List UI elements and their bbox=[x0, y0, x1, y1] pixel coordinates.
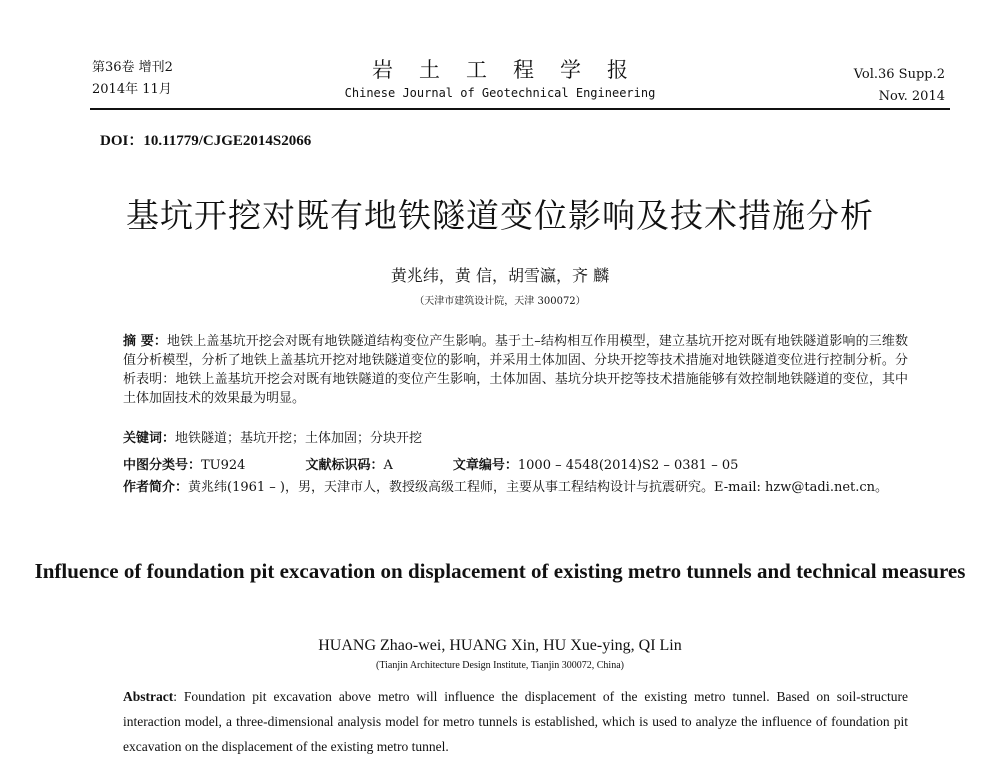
date-cn: 2014年 11月 bbox=[92, 82, 172, 97]
author-bio bbox=[123, 477, 908, 499]
abstract-cn-text: 地铁上盖基坑开挖会对既有地铁隧道结构变位产生影响。基于土–结构相互作用模型，建立基坑开挖对既有地铁隧道影响的三维数值分析模型，分析了地铁上盖基坑开挖对地铁隧道变位的影响，并采用土体加固、分块开挖等技术措施对地铁隧道变位进行控制分析。分析表明：地铁上盖基坑开挖会对既有地铁隧道的变位产生影响，土体加固、基坑分块开挖等技术措施能够有效控制地铁隧道的变位，其中土体加固技术的效果最为明显。 bbox=[123, 334, 908, 406]
affiliation-cn: （天津市建筑设计院，天津 300072） bbox=[414, 296, 586, 307]
clc-value: TU924 bbox=[201, 458, 246, 473]
abstract-en-text: : Foundation pit excavation above metro will influence the displacement of the existing metro tunnel. Based on soil-structure interaction model, a three-dimensional analysis model for metro tunnels is established, which is used to analyze the influence of foundation pit excavation on the displacement of the existing metro tunnel. bbox=[123, 689, 908, 754]
classification-line bbox=[123, 454, 738, 473]
abstract-cn bbox=[123, 332, 908, 408]
header-right bbox=[854, 64, 945, 108]
authors-cn: 黄兆纬，黄 信，胡雪瀛，齐 麟 bbox=[390, 266, 610, 285]
doc-code-label: 文献标识码： bbox=[305, 458, 384, 473]
volume-en: Vol.36 Supp.2 bbox=[853, 67, 945, 82]
article-number-value: 1000 – 4548(2014)S2 – 0381 – 05 bbox=[517, 458, 739, 473]
abstract-en-label: Abstract bbox=[123, 689, 174, 704]
abstract-en bbox=[123, 684, 908, 759]
page-title-cn: 基坑开挖对既有地铁隧道变位影响及技术措施分析 bbox=[126, 196, 874, 235]
keywords-label: 关键词： bbox=[123, 431, 176, 446]
abstract-cn-label: 摘 要： bbox=[123, 334, 167, 349]
page-title-en: Influence of foundation pit excavation on displacement of existing metro tunnels and technical measures bbox=[34, 559, 966, 583]
bio-label: 作者简介： bbox=[123, 480, 189, 495]
doc-code-value: A bbox=[383, 458, 393, 473]
keywords-cn bbox=[123, 427, 422, 446]
bio-text: 黄兆纬(1961 – )，男，天津市人，教授级高级工程师，主要从事工程结构设计与抗震研究。E-mail: hzw@tadi.net.cn。 bbox=[188, 480, 889, 495]
journal-title-cn: 岩土工程学报 bbox=[372, 58, 654, 82]
keywords-text: 地铁隧道；基坑开挖；土体加固；分块开挖 bbox=[175, 431, 423, 446]
date-en: Nov. 2014 bbox=[878, 89, 945, 104]
authors-en: HUANG Zhao-wei, HUANG Xin, HU Xue-ying, QI Lin bbox=[318, 637, 682, 654]
volume-cn: 第36卷 增刊2 bbox=[92, 60, 173, 75]
affiliation-en: (Tianjin Architecture Design Institute, Tianjin 300072, China) bbox=[376, 660, 624, 671]
journal-title-en: Chinese Journal of Geotechnical Engineering bbox=[344, 86, 656, 100]
header-center bbox=[0, 56, 1000, 102]
article-number-label: 文章编号： bbox=[452, 458, 518, 473]
doi: DOI：10.11779/CJGE2014S2066 bbox=[100, 133, 312, 149]
header-rule bbox=[90, 108, 950, 110]
clc-label: 中图分类号： bbox=[123, 458, 202, 473]
